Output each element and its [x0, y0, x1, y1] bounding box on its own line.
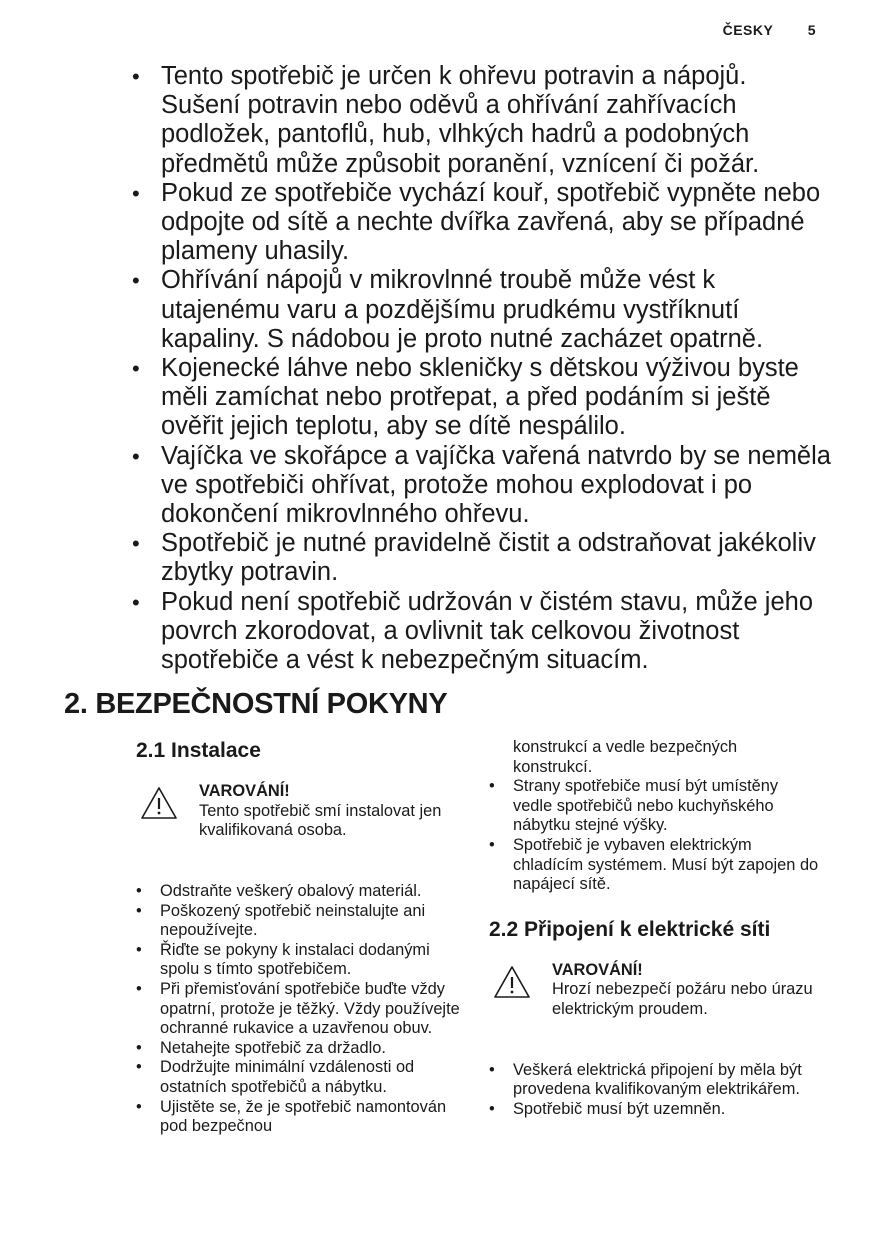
- list-item: • Tento spotřebič je určen k ohřevu potravin a nápojů. Sušení potravin nebo oděvů a ohřívání zahřívacích podložek, pantoflů, hub, vlhkých hadrů a podobných předmětů může způsobit poranění, vznícení či požár.: [132, 62, 760, 178]
- electrical-bullet-list: [489, 1061, 819, 1120]
- bullet-icon: •: [136, 901, 142, 920]
- list-item: • Spotřebič musí být uzemněn.: [489, 1099, 726, 1118]
- warning-title: VAROVÁNÍ!: [199, 782, 290, 800]
- language-label: ČESKY: [722, 22, 774, 38]
- list-item: • Řiďte se pokyny k instalaci dodanými spolu s tímto spotřebičem.: [136, 940, 430, 979]
- bullet-icon: •: [132, 268, 140, 294]
- warning-title: VAROVÁNÍ!: [552, 960, 643, 979]
- subsection-title-installation: 2.1 Instalace: [136, 739, 261, 762]
- bullet-icon: •: [136, 882, 142, 900]
- list-item: • Poškozený spotřebič neinstalujte ani nepoužívejte.: [136, 901, 426, 940]
- bullet-icon: •: [136, 1038, 142, 1057]
- bullet-icon: •: [132, 589, 140, 615]
- list-item: • Ujistěte se, že je spotřebič namontován pod bezpečnou: [136, 1097, 447, 1136]
- list-item-continued: konstrukcí a vedle bezpečných konstrukcí.: [513, 738, 738, 776]
- left-column: [136, 738, 466, 1137]
- list-item: • Netahejte spotřebič za držadlo.: [136, 1038, 386, 1057]
- bullet-icon: •: [132, 531, 140, 557]
- bullet-icon: •: [489, 1060, 495, 1079]
- installation-bullet-list-continued: [489, 777, 819, 895]
- warning-text: Hrozí nebezpečí požáru nebo úrazu elektrickým proudem.: [552, 980, 813, 1018]
- bullet-icon: •: [136, 1097, 142, 1116]
- list-item: • Pokud ze spotřebiče vychází kouř, spotřebič vypněte nebo odpojte od sítě a nechte dvířka zavřená, aby se případné plameny uhasily.: [132, 178, 821, 266]
- list-item: • Veškerá elektrická připojení by měla být provedena kvalifikovaným elektrikářem.: [489, 1060, 802, 1099]
- bullet-icon: •: [136, 979, 142, 998]
- list-item: • Pokud není spotřebič udržován v čistém stavu, může jeho povrch zkorodovat, a ovlivnit tak celkovou životnost spotřebiče a vést k nebezpečným situacím.: [132, 587, 814, 675]
- warning-triangle-icon: [140, 786, 178, 820]
- page-header: [723, 22, 816, 38]
- bullet-icon: •: [489, 835, 495, 854]
- bullet-icon: •: [132, 64, 140, 89]
- page-number: 5: [807, 22, 816, 38]
- bullet-icon: •: [136, 1058, 142, 1077]
- section-title: 2. BEZPEČNOSTNÍ POKYNY: [64, 688, 448, 720]
- subsection-title-electrical: 2.2 Připojení k elektrické síti: [489, 917, 771, 941]
- list-item: • Odstraňte veškerý obalový materiál.: [136, 882, 422, 900]
- list-item: • Spotřebič je vybaven elektrickým chladícím systémem. Musí být zapojen do napájecí sítě.: [489, 835, 819, 894]
- warning-box: [136, 782, 466, 862]
- warning-box: [489, 961, 819, 1041]
- intro-bullet-list: [132, 62, 832, 675]
- bullet-icon: •: [489, 1099, 495, 1118]
- list-item: • Strany spotřebiče musí být umístěny vedle spotřebičů nebo kuchyňského nábytku stejné výšky.: [489, 777, 779, 835]
- installation-bullet-list: [136, 882, 466, 1137]
- warning-triangle-icon: [493, 965, 531, 999]
- list-item: • Vajíčka ve skořápce a vajíčka vařená natvrdo by se neměla ve spotřebiči ohřívat, protože mohou explodovat i po dokončení mikrovlnného ohřevu.: [132, 441, 831, 529]
- list-item: • Spotřebič je nutné pravidelně čistit a odstraňovat jakékoliv zbytky potravin.: [132, 529, 816, 587]
- right-column: [489, 738, 819, 1120]
- list-item: • Kojenecké láhve nebo skleničky s dětskou výživou byste měli zamíchat nebo protřepat, a před podáním si ještě ověřit jejich teplotu, aby se dítě nespálilo.: [132, 354, 799, 441]
- bullet-icon: •: [136, 940, 142, 959]
- warning-text: Tento spotřebič smí instalovat jen kvalifikovaná osoba.: [199, 801, 442, 840]
- bullet-icon: •: [132, 356, 140, 382]
- list-item: • Při přemisťování spotřebiče buďte vždy opatrní, protože je těžký. Vždy používejte ochranné rukavice a uzavřenou obuv.: [136, 979, 460, 1038]
- bullet-icon: •: [132, 180, 140, 206]
- bullet-icon: •: [132, 443, 140, 469]
- list-item: • Dodržujte minimální vzdálenosti od ostatních spotřebičů a nábytku.: [136, 1058, 415, 1096]
- list-item: • Ohřívání nápojů v mikrovlnné troubě může vést k utajenému varu a pozdějšímu prudkému vystříknutí kapaliny. S nádobou je proto nutné zacházet opatrně.: [132, 266, 764, 353]
- bullet-icon: •: [489, 777, 495, 796]
